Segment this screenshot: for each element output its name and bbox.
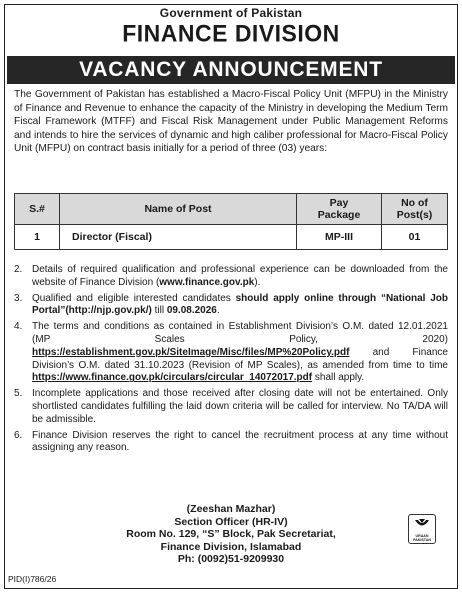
signatory-name: (Zeeshan Mazhar) xyxy=(186,503,276,515)
intro-paragraph: The Government of Pakistan has established a Macro-Fiscal Policy Unit (MFPU) in the Ministry of Finance and Revenue to enhance the capacity of the Ministry in developing the Medium Term Fiscal Framework (MTFF) and Fiscal Risk Management under Public Management Reforms and intends to hire the services of dynamic and high caliber professional for Macro-Fiscal Policy Unit (MFPU) on contract basis initially for a period of three (03) years: xyxy=(14,89,448,155)
signature-block xyxy=(0,503,462,566)
item-text xyxy=(32,264,448,290)
list-item xyxy=(14,264,448,290)
list-item xyxy=(14,430,448,456)
header-pay-text: Pay Package xyxy=(317,196,361,221)
posts-table xyxy=(14,193,448,250)
item-text-part: and Finance Division’s O.M. dated 31.10.2023 (Revision of MP Scales), as amended from time to time xyxy=(32,346,448,371)
item-text-part: Details of required qualification and professional experience can be downloaded from the website of Finance Division ( xyxy=(32,264,448,288)
header-count xyxy=(382,194,448,225)
division-title: FINANCE DIVISION xyxy=(122,19,340,47)
item-number: 5. xyxy=(14,388,23,400)
finance-website-link[interactable]: www.finance.gov.pk xyxy=(159,276,255,288)
cell-post: Director (Fiscal) xyxy=(60,225,297,250)
logo-mark-icon xyxy=(413,517,431,533)
item-text xyxy=(32,293,448,319)
item-text: Incomplete applications and those received after closing date will not be entertained. Only shortlisted candidates fulfilling the laid down criteria will be called for interview. No TA/DA will be admissible. xyxy=(32,388,448,425)
list-item xyxy=(14,388,448,426)
item-text: Finance Division reserves the right to cancel the recruitment process at any time without assigning any reason. xyxy=(32,429,448,454)
item-text-part: Qualified and eligible interested candidates xyxy=(32,292,236,304)
conditions-list xyxy=(14,264,448,458)
item-text-part: The terms and conditions as contained in Establishment Division’s O.M. dated 12.01.2021 (MP Scales Policy, 2020) xyxy=(32,321,448,345)
government-heading: Government of Pakistan xyxy=(159,6,303,20)
establishment-policy-link[interactable]: https://establishment.gov.pk/SiteImage/Misc/files/MP%20Policy.pdf xyxy=(32,346,350,358)
closing-date: 09.08.2026 xyxy=(166,305,217,317)
uraan-pakistan-logo-icon xyxy=(408,514,436,544)
item-number: 3. xyxy=(14,292,23,304)
item-text-part: shall apply. xyxy=(312,372,365,384)
cell-pay: MP-III xyxy=(297,225,382,250)
address-line-2: Finance Division, Islamabad xyxy=(160,540,302,553)
header-pay xyxy=(297,194,382,225)
item-number: 6. xyxy=(14,429,23,441)
list-item xyxy=(14,321,448,385)
cell-sno: 1 xyxy=(15,225,60,250)
phone-number: Ph: (0092)51-9209930 xyxy=(177,553,285,566)
header-post: Name of Post xyxy=(60,194,297,225)
finance-circular-link[interactable]: https://www.finance.gov.pk/circulars/circular_14072017.pdf xyxy=(32,372,313,384)
cell-count: 01 xyxy=(382,225,448,250)
header-count-text: No of Post(s) xyxy=(396,196,433,221)
item-text-part: till xyxy=(151,305,167,317)
vacancy-banner: VACANCY ANNOUNCEMENT xyxy=(7,56,455,84)
table-row xyxy=(15,225,448,250)
table-header-row xyxy=(15,194,448,225)
header-sno: S.# xyxy=(15,194,60,225)
address-line-1: Room No. 129, “S” Block, Pak Secretariat, xyxy=(126,528,336,541)
item-text-part: ). xyxy=(254,276,261,288)
list-item xyxy=(14,293,448,319)
signatory-title: Section Officer (HR-IV) xyxy=(174,515,288,528)
item-text xyxy=(32,321,448,385)
item-number: 2. xyxy=(14,264,23,275)
logo-text: URAAN PAKISTAN xyxy=(413,534,431,542)
item-text-part: . xyxy=(216,305,220,317)
item-number: 4. xyxy=(14,321,23,333)
njp-link[interactable]: should apply online through “National Job Portal”(http://njp.gov.pk/) xyxy=(32,292,448,317)
pid-number: PID(I)786/26 xyxy=(8,574,57,584)
